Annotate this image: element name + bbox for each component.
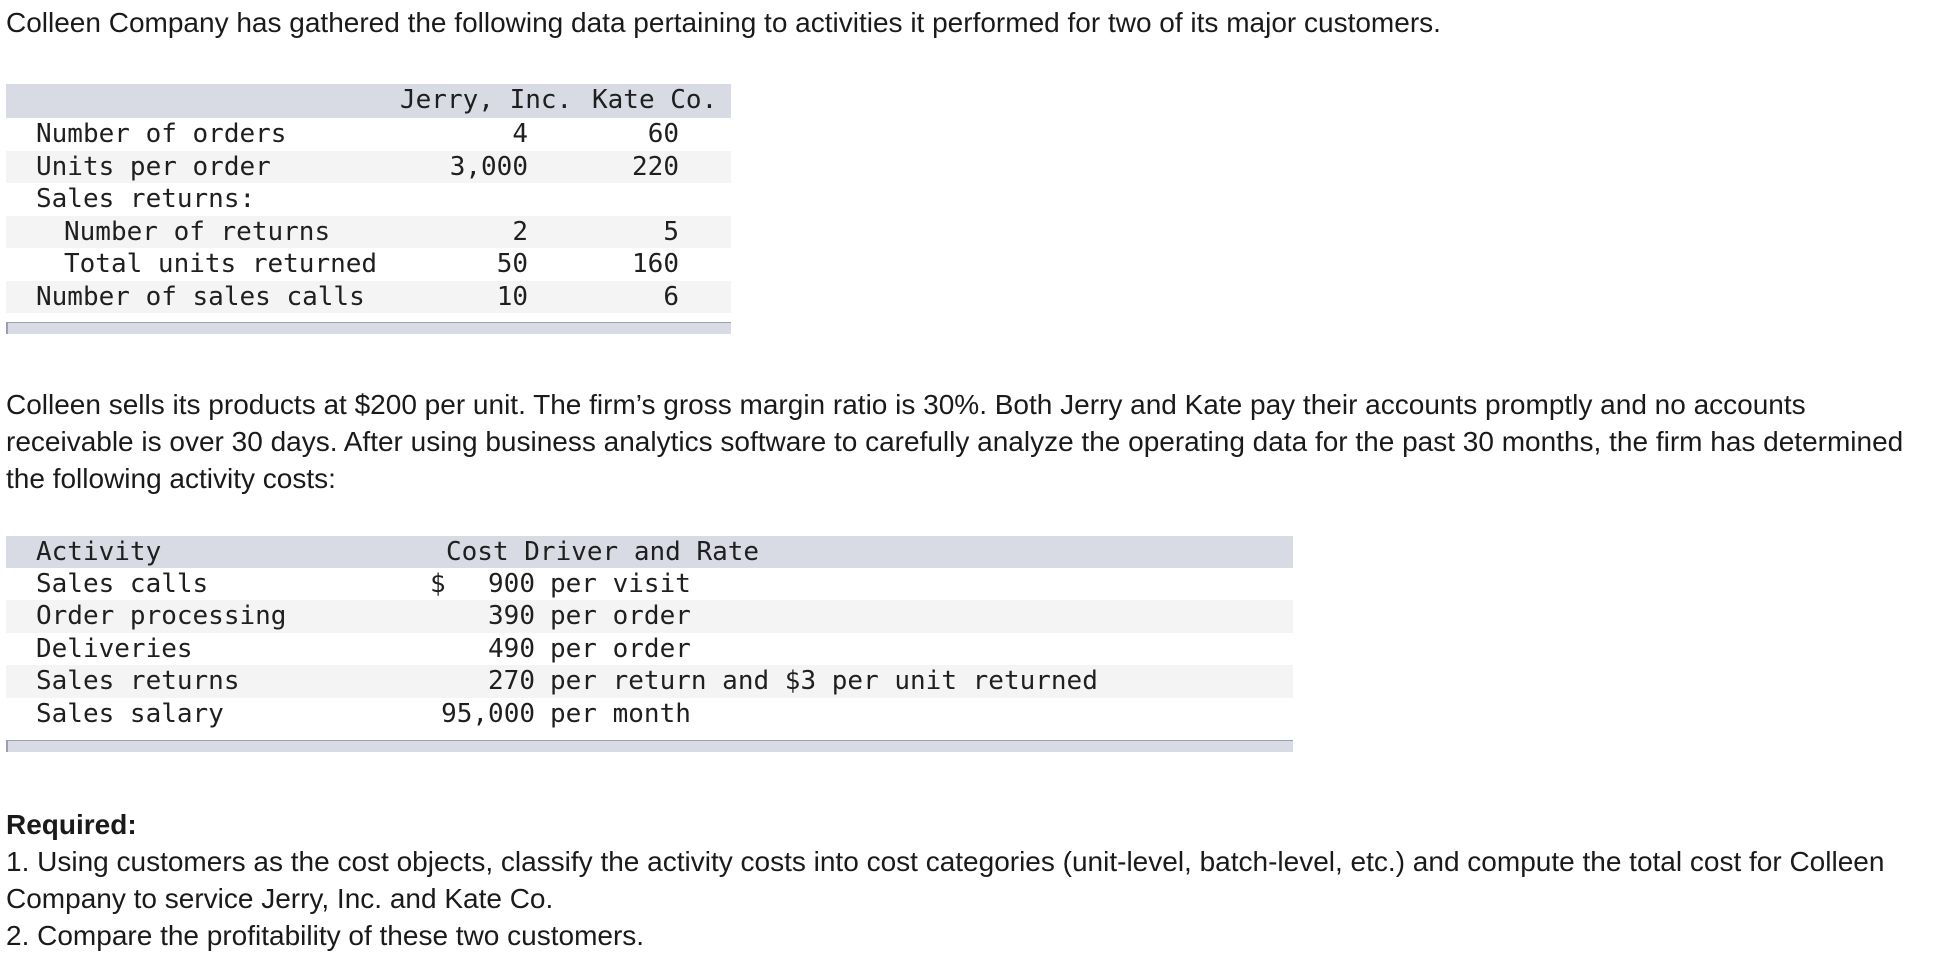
table-row — [6, 633, 1293, 665]
requirement-2: 2. Compare the profitability of these two customers. — [6, 920, 645, 951]
jerry-value: 3,000 — [449, 151, 528, 182]
kate-value: 5 — [663, 216, 679, 247]
jerry-value: 2 — [512, 216, 528, 247]
cost-driver: per visit — [550, 569, 691, 599]
currency-symbol: $ — [430, 569, 446, 599]
activity-name: Deliveries — [36, 633, 193, 664]
table-row — [6, 216, 731, 249]
jerry-value: 10 — [496, 281, 528, 312]
column-header-activity: Activity — [36, 537, 162, 567]
activity-name: Order processing — [36, 601, 287, 632]
rate-value: 95,000 — [441, 698, 535, 729]
activity-name: Sales salary — [36, 698, 224, 729]
customer-data-table — [6, 84, 731, 313]
table-footer-bar — [6, 322, 731, 334]
activity-name: Sales returns — [36, 666, 240, 697]
jerry-value: 50 — [496, 249, 528, 279]
kate-value: 160 — [632, 249, 679, 279]
activity-cost-table — [6, 536, 1293, 730]
kate-value: 60 — [647, 119, 679, 149]
column-header-kate: Kate Co. — [592, 85, 718, 115]
table-row — [6, 151, 731, 184]
pricing-paragraph: Colleen sells its products at $200 per unit. The firm’s gross margin ratio is 30%. Both Jerry and Kate pay their accounts promptly and no accounts receivable is over 30 days. After using business analytics software to carefully analyze the operating data for the past 30 months, the firm has determined the following activity costs: — [6, 389, 1904, 494]
row-label: Units per order — [36, 151, 271, 182]
table-row — [6, 248, 731, 281]
column-header-cost-driver: Cost Driver and Rate — [446, 537, 760, 567]
table-row — [6, 183, 731, 216]
table-row — [6, 568, 1293, 600]
cost-driver: per return and $3 per unit returned — [550, 666, 1098, 697]
kate-value: 220 — [632, 151, 679, 182]
cost-driver: per order — [550, 633, 691, 664]
row-label: Sales returns: — [36, 184, 256, 214]
column-header-jerry: Jerry, Inc. — [400, 85, 573, 115]
intro-paragraph: Colleen Company has gathered the following data pertaining to activities it performed for two of its major customers. — [6, 7, 1441, 38]
table-header-row — [6, 84, 731, 118]
row-label: Number of returns — [64, 216, 331, 247]
cost-driver: per order — [550, 601, 691, 632]
table-footer-bar — [6, 740, 1293, 752]
rate-value: 390 — [488, 601, 535, 632]
table-row — [6, 600, 1293, 632]
rate-value: 270 — [488, 666, 535, 697]
table-row — [6, 281, 731, 314]
rate-value: 490 — [488, 633, 535, 664]
jerry-value: 4 — [512, 119, 528, 149]
row-label: Number of sales calls — [36, 281, 365, 312]
row-label: Total units returned — [64, 249, 378, 279]
required-heading: Required: — [6, 809, 137, 840]
row-label: Number of orders — [36, 119, 287, 149]
required-section — [6, 806, 1936, 954]
table-row — [6, 118, 731, 151]
table-header-row — [6, 536, 1293, 568]
cost-driver: per month — [550, 698, 691, 729]
rate-value: 900 — [488, 569, 535, 599]
table-row — [6, 665, 1293, 697]
activity-name: Sales calls — [36, 569, 209, 599]
table-row — [6, 698, 1293, 730]
kate-value: 6 — [663, 281, 679, 312]
requirement-1: 1. Using customers as the cost objects, classify the activity costs into cost categories (unit-level, batch-level, etc.) and compute the total cost for Colleen Company to service Jerry, Inc. and Kate Co. — [6, 846, 1885, 914]
